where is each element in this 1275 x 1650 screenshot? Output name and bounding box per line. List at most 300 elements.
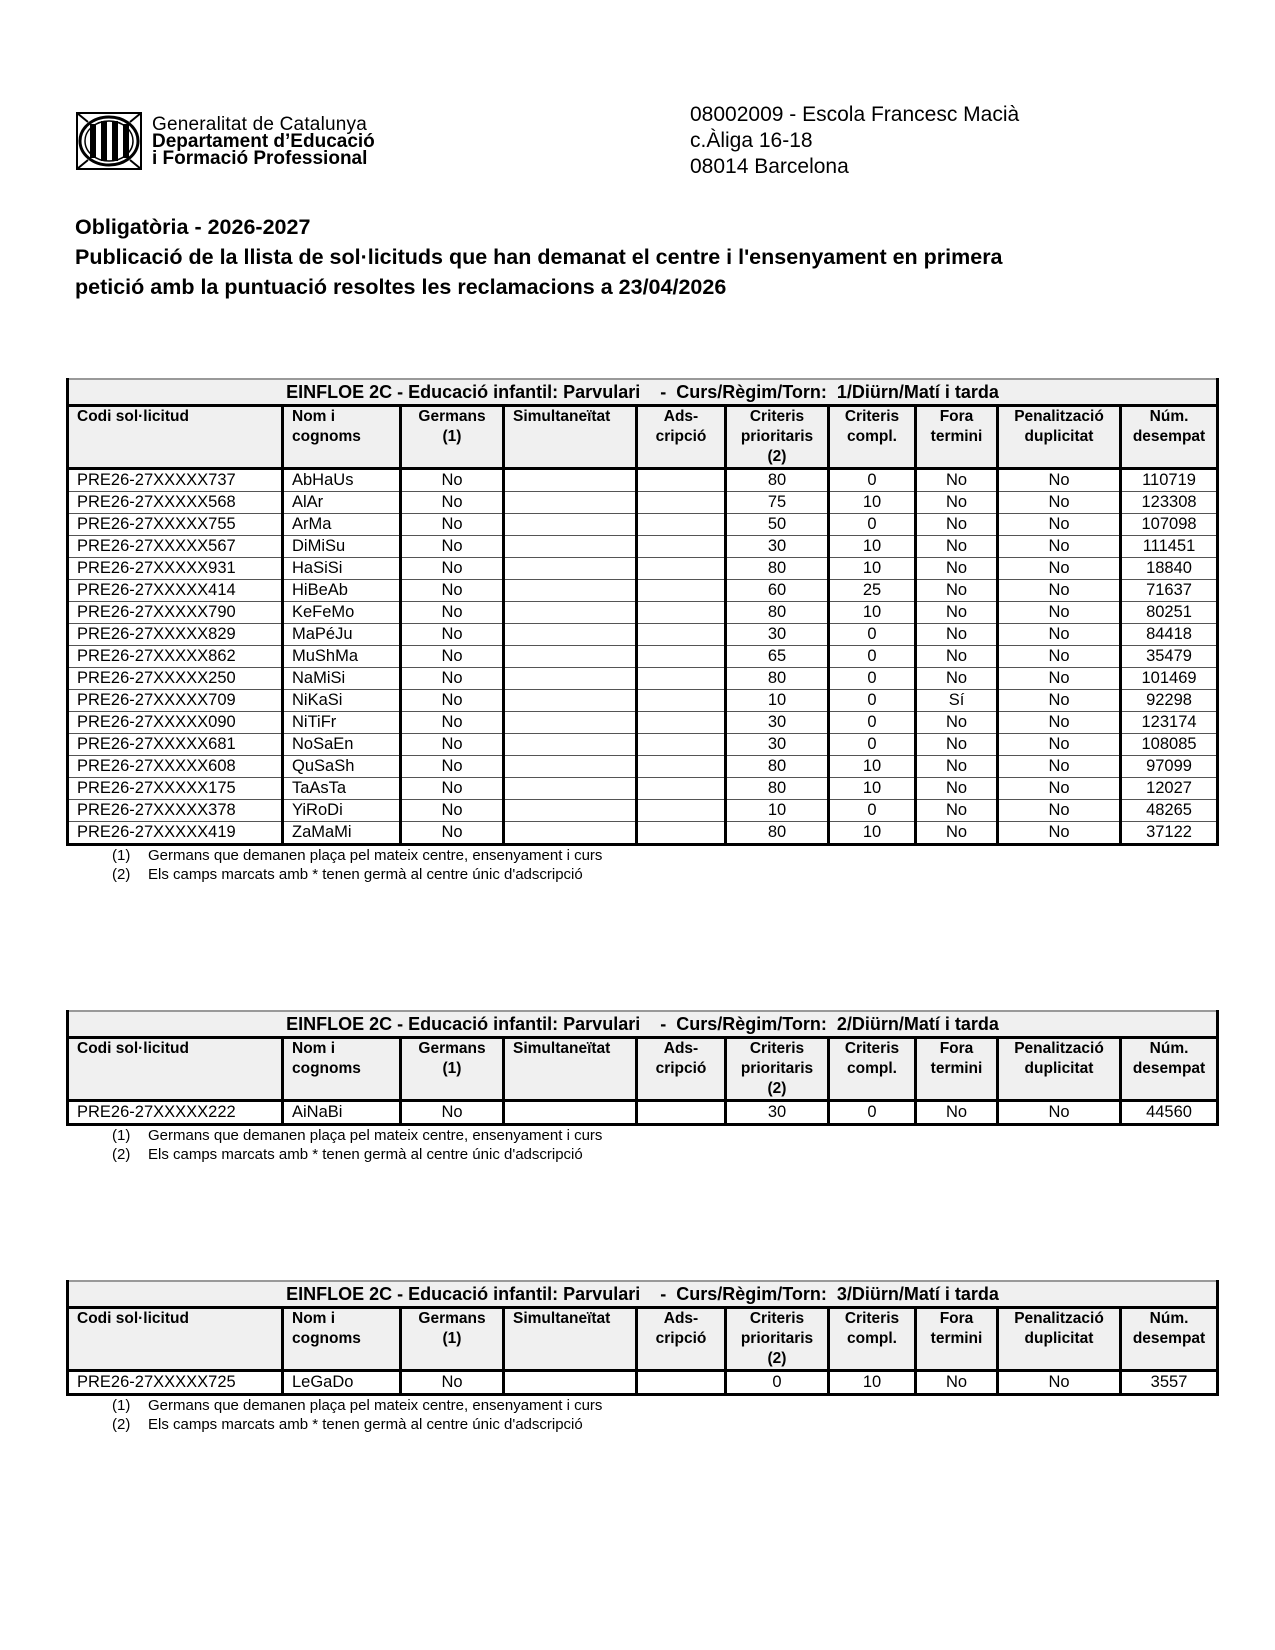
- cell-request-code: PRE26-27XXXXX419: [68, 822, 283, 845]
- column-header-adscription: [637, 406, 726, 469]
- cell-duplicate-penalty: No: [998, 602, 1121, 624]
- cell-late-submission: No: [916, 734, 998, 756]
- column-header-text: Codi sol·licitud: [77, 1310, 189, 1327]
- cell-late-submission: No: [916, 536, 998, 558]
- footnote-number: (1): [112, 1397, 131, 1414]
- column-header-duplicate-penalty: [998, 406, 1121, 469]
- column-header-text: (2): [767, 448, 787, 465]
- cell-priority-criteria: 65: [726, 646, 829, 668]
- column-header-text: desempat: [1132, 1060, 1206, 1077]
- column-header-simultaneity: [504, 406, 637, 469]
- table-row: [68, 492, 1218, 514]
- footnote: [112, 1145, 1216, 1164]
- column-header-text: Núm.: [1149, 1310, 1189, 1327]
- cell-priority-criteria: 30: [726, 1101, 829, 1125]
- cell-simultaneity: [504, 536, 637, 558]
- cell-simultaneity: [504, 580, 637, 602]
- applications-table: [66, 1010, 1219, 1126]
- cell-adscription: [637, 624, 726, 646]
- column-header-name: [283, 1038, 401, 1101]
- cell-siblings: No: [401, 668, 504, 690]
- cell-priority-criteria: 60: [726, 580, 829, 602]
- cell-simultaneity: [504, 492, 637, 514]
- cell-duplicate-penalty: No: [998, 558, 1121, 580]
- cell-request-code: PRE26-27XXXXX568: [68, 492, 283, 514]
- column-header-tiebreak-number: [1121, 406, 1218, 469]
- cell-priority-criteria: 80: [726, 602, 829, 624]
- cell-name: NiTiFr: [283, 712, 401, 734]
- table-footnotes: [112, 1126, 1216, 1164]
- logo-department-text: Departament d’Educació: [152, 130, 375, 152]
- cell-siblings: No: [401, 756, 504, 778]
- cell-complementary-criteria: 10: [829, 492, 916, 514]
- cell-siblings: No: [401, 514, 504, 536]
- cell-name: HaSiSi: [283, 558, 401, 580]
- column-header-text: (1): [442, 428, 462, 445]
- table-row: [68, 690, 1218, 712]
- school-city: 08014 Barcelona: [690, 155, 849, 178]
- cell-simultaneity: [504, 822, 637, 845]
- cell-tiebreak-number: 110719: [1121, 469, 1218, 492]
- cell-siblings: No: [401, 1101, 504, 1125]
- column-header-text: Criteris: [844, 1040, 900, 1057]
- cell-priority-criteria: 80: [726, 469, 829, 492]
- cell-request-code: PRE26-27XXXXX737: [68, 469, 283, 492]
- cell-simultaneity: [504, 778, 637, 800]
- cell-name: AbHaUs: [283, 469, 401, 492]
- footnote-text: Els camps marcats amb * tenen germà al centre únic d'adscripció: [148, 1416, 583, 1433]
- cell-late-submission: No: [916, 469, 998, 492]
- cell-priority-criteria: 30: [726, 536, 829, 558]
- cell-name: ZaMaMi: [283, 822, 401, 845]
- column-header-text: Simultaneïtat: [513, 1040, 611, 1057]
- cell-tiebreak-number: 123174: [1121, 712, 1218, 734]
- cell-name: AiNaBi: [283, 1101, 401, 1125]
- table-row: [68, 646, 1218, 668]
- cell-complementary-criteria: 0: [829, 734, 916, 756]
- cell-name: NoSaEn: [283, 734, 401, 756]
- cell-siblings: No: [401, 646, 504, 668]
- cell-request-code: PRE26-27XXXXX709: [68, 690, 283, 712]
- footnote: [112, 1396, 1216, 1415]
- cell-request-code: PRE26-27XXXXX090: [68, 712, 283, 734]
- table-caption: EINFLOE 2C - Educació infantil: Parvulari - Curs/Règim/Torn: 3/Diürn/Matí i tarda: [68, 1281, 1218, 1308]
- table-row: [68, 1371, 1218, 1395]
- column-header-request-code: [68, 406, 283, 469]
- cell-complementary-criteria: 10: [829, 1371, 916, 1395]
- cell-duplicate-penalty: No: [998, 646, 1121, 668]
- cell-tiebreak-number: 71637: [1121, 580, 1218, 602]
- school-street: c.Àliga 16-18: [690, 129, 813, 152]
- column-header-name: [283, 406, 401, 469]
- column-header-text: Ads-: [663, 1310, 699, 1327]
- column-header-text: Penalització: [1014, 408, 1104, 425]
- cell-name: NiKaSi: [283, 690, 401, 712]
- footnote: [112, 846, 1216, 865]
- cell-request-code: PRE26-27XXXXX725: [68, 1371, 283, 1395]
- cell-adscription: [637, 690, 726, 712]
- cell-tiebreak-number: 97099: [1121, 756, 1218, 778]
- cell-adscription: [637, 580, 726, 602]
- cell-priority-criteria: 80: [726, 668, 829, 690]
- cell-simultaneity: [504, 1371, 637, 1395]
- table-footnotes: [112, 1396, 1216, 1434]
- column-header-text: Fora: [939, 408, 974, 425]
- cell-priority-criteria: 80: [726, 756, 829, 778]
- cell-siblings: No: [401, 602, 504, 624]
- column-header-text: Nom i: [292, 408, 336, 425]
- school-name: 08002009 - Escola Francesc Macià: [690, 103, 1020, 126]
- cell-late-submission: No: [916, 624, 998, 646]
- cell-duplicate-penalty: No: [998, 1101, 1121, 1125]
- table-row: [68, 668, 1218, 690]
- cell-complementary-criteria: 10: [829, 756, 916, 778]
- cell-duplicate-penalty: No: [998, 1371, 1121, 1395]
- column-header-text: (1): [442, 1330, 462, 1347]
- cell-request-code: PRE26-27XXXXX829: [68, 624, 283, 646]
- column-header-text: (2): [767, 1350, 787, 1367]
- table-row: [68, 624, 1218, 646]
- logo-department-text-2: i Formació Professional: [152, 147, 368, 169]
- cell-late-submission: No: [916, 712, 998, 734]
- cell-complementary-criteria: 0: [829, 624, 916, 646]
- cell-priority-criteria: 0: [726, 1371, 829, 1395]
- title-description: Publicació de la llista de sol·licituds que han demanat el centre i l'ensenyament en primera: [75, 245, 1003, 269]
- cell-name: QuSaSh: [283, 756, 401, 778]
- cell-duplicate-penalty: No: [998, 690, 1121, 712]
- cell-name: NaMiSi: [283, 668, 401, 690]
- cell-duplicate-penalty: No: [998, 756, 1121, 778]
- cell-tiebreak-number: 12027: [1121, 778, 1218, 800]
- column-header-siblings: [401, 406, 504, 469]
- column-header-siblings: [401, 1038, 504, 1101]
- cell-siblings: No: [401, 778, 504, 800]
- cell-complementary-criteria: 10: [829, 558, 916, 580]
- cell-name: DiMiSu: [283, 536, 401, 558]
- cell-duplicate-penalty: No: [998, 668, 1121, 690]
- cell-late-submission: No: [916, 646, 998, 668]
- column-header-text: cognoms: [292, 428, 361, 445]
- cell-name: LeGaDo: [283, 1371, 401, 1395]
- column-header-text: compl.: [847, 428, 897, 445]
- cell-adscription: [637, 712, 726, 734]
- column-header-text: compl.: [847, 1060, 897, 1077]
- cell-request-code: PRE26-27XXXXX862: [68, 646, 283, 668]
- cell-tiebreak-number: 107098: [1121, 514, 1218, 536]
- column-header-adscription: [637, 1038, 726, 1101]
- column-header-text: Criteris: [749, 408, 805, 425]
- cell-request-code: PRE26-27XXXXX790: [68, 602, 283, 624]
- applications-table: [66, 1280, 1219, 1396]
- cell-complementary-criteria: 10: [829, 778, 916, 800]
- column-header-text: (1): [442, 1060, 462, 1077]
- document-title: [75, 212, 1003, 302]
- column-header-priority-criteria: [726, 406, 829, 469]
- column-header-text: Nom i: [292, 1040, 336, 1057]
- cell-adscription: [637, 778, 726, 800]
- cell-complementary-criteria: 0: [829, 690, 916, 712]
- title-description-2: petició amb la puntuació resoltes les reclamacions a 23/04/2026: [75, 275, 727, 299]
- cell-tiebreak-number: 3557: [1121, 1371, 1218, 1395]
- column-header-complementary-criteria: [829, 406, 916, 469]
- cell-request-code: PRE26-27XXXXX567: [68, 536, 283, 558]
- cell-late-submission: No: [916, 580, 998, 602]
- table-row: [68, 469, 1218, 492]
- cell-complementary-criteria: 10: [829, 536, 916, 558]
- cell-priority-criteria: 80: [726, 822, 829, 845]
- cell-late-submission: No: [916, 602, 998, 624]
- cell-request-code: PRE26-27XXXXX608: [68, 756, 283, 778]
- cell-request-code: PRE26-27XXXXX755: [68, 514, 283, 536]
- cell-siblings: No: [401, 822, 504, 845]
- table-row: [68, 800, 1218, 822]
- cell-simultaneity: [504, 602, 637, 624]
- cell-simultaneity: [504, 558, 637, 580]
- cell-complementary-criteria: 0: [829, 668, 916, 690]
- table-caption: EINFLOE 2C - Educació infantil: Parvulari - Curs/Règim/Torn: 2/Diürn/Matí i tarda: [68, 1011, 1218, 1038]
- column-header-late-submission: [916, 1038, 998, 1101]
- column-header-priority-criteria: [726, 1308, 829, 1371]
- table-row: [68, 734, 1218, 756]
- column-header-text: cripció: [655, 1060, 707, 1077]
- footnote-text: Els camps marcats amb * tenen germà al centre únic d'adscripció: [148, 1146, 583, 1163]
- cell-late-submission: No: [916, 558, 998, 580]
- footnote-number: (1): [112, 847, 131, 864]
- cell-priority-criteria: 30: [726, 734, 829, 756]
- cell-siblings: No: [401, 690, 504, 712]
- title-level: Obligatòria - 2026-2027: [75, 215, 311, 239]
- applications-table: [66, 378, 1219, 846]
- column-header-request-code: [68, 1038, 283, 1101]
- cell-request-code: PRE26-27XXXXX175: [68, 778, 283, 800]
- column-header-text: compl.: [847, 1330, 897, 1347]
- column-header-text: cognoms: [292, 1330, 361, 1347]
- cell-siblings: No: [401, 558, 504, 580]
- cell-name: TaAsTa: [283, 778, 401, 800]
- footnote: [112, 1126, 1216, 1145]
- cell-adscription: [637, 822, 726, 845]
- cell-request-code: PRE26-27XXXXX931: [68, 558, 283, 580]
- cell-late-submission: No: [916, 1101, 998, 1125]
- cell-siblings: No: [401, 624, 504, 646]
- footnote-number: (2): [112, 866, 131, 883]
- column-header-text: Ads-: [663, 1040, 699, 1057]
- cell-priority-criteria: 80: [726, 778, 829, 800]
- cell-simultaneity: [504, 514, 637, 536]
- cell-priority-criteria: 50: [726, 514, 829, 536]
- cell-priority-criteria: 10: [726, 800, 829, 822]
- column-header-text: termini: [930, 1060, 983, 1077]
- column-header-text: Simultaneïtat: [513, 408, 611, 425]
- column-header-text: Penalització: [1014, 1310, 1104, 1327]
- column-header-text: duplicitat: [1024, 1060, 1094, 1077]
- table-row: [68, 756, 1218, 778]
- column-header-complementary-criteria: [829, 1038, 916, 1101]
- cell-duplicate-penalty: No: [998, 734, 1121, 756]
- cell-simultaneity: [504, 1101, 637, 1125]
- cell-adscription: [637, 734, 726, 756]
- column-header-text: duplicitat: [1024, 1330, 1094, 1347]
- school-address: [690, 102, 1019, 180]
- cell-siblings: No: [401, 734, 504, 756]
- column-header-text: duplicitat: [1024, 428, 1094, 445]
- generalitat-emblem-icon: [76, 112, 142, 170]
- cell-late-submission: No: [916, 492, 998, 514]
- column-header-text: Fora: [939, 1310, 974, 1327]
- cell-tiebreak-number: 111451: [1121, 536, 1218, 558]
- cell-duplicate-penalty: No: [998, 514, 1121, 536]
- cell-duplicate-penalty: No: [998, 624, 1121, 646]
- cell-simultaneity: [504, 756, 637, 778]
- column-header-complementary-criteria: [829, 1308, 916, 1371]
- cell-adscription: [637, 1371, 726, 1395]
- cell-priority-criteria: 10: [726, 690, 829, 712]
- cell-simultaneity: [504, 624, 637, 646]
- column-header-request-code: [68, 1308, 283, 1371]
- cell-adscription: [637, 668, 726, 690]
- footnote-number: (2): [112, 1146, 131, 1163]
- column-header-duplicate-penalty: [998, 1308, 1121, 1371]
- column-header-text: Germans: [418, 1310, 486, 1327]
- cell-siblings: No: [401, 469, 504, 492]
- column-header-text: termini: [930, 428, 983, 445]
- cell-priority-criteria: 30: [726, 712, 829, 734]
- cell-adscription: [637, 800, 726, 822]
- cell-tiebreak-number: 92298: [1121, 690, 1218, 712]
- cell-simultaneity: [504, 734, 637, 756]
- column-header-text: Penalització: [1014, 1040, 1104, 1057]
- column-header-late-submission: [916, 406, 998, 469]
- column-header-simultaneity: [504, 1308, 637, 1371]
- column-header-text: Germans: [418, 408, 486, 425]
- column-header-text: Fora: [939, 1040, 974, 1057]
- footnote: [112, 865, 1216, 884]
- table-row: [68, 536, 1218, 558]
- cell-late-submission: No: [916, 514, 998, 536]
- generalitat-logo: [76, 112, 375, 170]
- column-header-text: Criteris: [749, 1310, 805, 1327]
- cell-late-submission: No: [916, 800, 998, 822]
- column-header-text: Criteris: [844, 408, 900, 425]
- table-row: [68, 602, 1218, 624]
- table-row: [68, 1101, 1218, 1125]
- cell-adscription: [637, 756, 726, 778]
- column-header-text: Criteris: [844, 1310, 900, 1327]
- cell-tiebreak-number: 80251: [1121, 602, 1218, 624]
- cell-tiebreak-number: 123308: [1121, 492, 1218, 514]
- footnote-text: Germans que demanen plaça pel mateix centre, ensenyament i curs: [148, 847, 603, 864]
- table-footnotes: [112, 846, 1216, 884]
- cell-duplicate-penalty: No: [998, 712, 1121, 734]
- cell-name: HiBeAb: [283, 580, 401, 602]
- column-header-tiebreak-number: [1121, 1038, 1218, 1101]
- cell-simultaneity: [504, 668, 637, 690]
- cell-request-code: PRE26-27XXXXX250: [68, 668, 283, 690]
- column-header-text: prioritaris: [740, 1330, 814, 1347]
- cell-adscription: [637, 536, 726, 558]
- column-header-text: Codi sol·licitud: [77, 1040, 189, 1057]
- cell-complementary-criteria: 0: [829, 712, 916, 734]
- cell-request-code: PRE26-27XXXXX222: [68, 1101, 283, 1125]
- cell-siblings: No: [401, 712, 504, 734]
- column-header-text: Germans: [418, 1040, 486, 1057]
- footnote-text: Germans que demanen plaça pel mateix centre, ensenyament i curs: [148, 1397, 603, 1414]
- footnote-number: (2): [112, 1416, 131, 1433]
- cell-late-submission: No: [916, 668, 998, 690]
- cell-complementary-criteria: 0: [829, 469, 916, 492]
- column-header-text: Codi sol·licitud: [77, 408, 189, 425]
- cell-request-code: PRE26-27XXXXX378: [68, 800, 283, 822]
- cell-complementary-criteria: 10: [829, 822, 916, 845]
- column-header-text: Nom i: [292, 1310, 336, 1327]
- cell-siblings: No: [401, 580, 504, 602]
- column-header-tiebreak-number: [1121, 1308, 1218, 1371]
- footnote: [112, 1415, 1216, 1434]
- cell-simultaneity: [504, 690, 637, 712]
- column-header-text: Núm.: [1149, 1040, 1189, 1057]
- cell-tiebreak-number: 18840: [1121, 558, 1218, 580]
- cell-simultaneity: [504, 469, 637, 492]
- cell-complementary-criteria: 0: [829, 1101, 916, 1125]
- cell-late-submission: No: [916, 822, 998, 845]
- cell-complementary-criteria: 0: [829, 646, 916, 668]
- cell-complementary-criteria: 10: [829, 602, 916, 624]
- cell-late-submission: No: [916, 1371, 998, 1395]
- cell-tiebreak-number: 35479: [1121, 646, 1218, 668]
- cell-tiebreak-number: 84418: [1121, 624, 1218, 646]
- cell-complementary-criteria: 0: [829, 514, 916, 536]
- cell-siblings: No: [401, 1371, 504, 1395]
- cell-duplicate-penalty: No: [998, 778, 1121, 800]
- cell-request-code: PRE26-27XXXXX681: [68, 734, 283, 756]
- cell-tiebreak-number: 37122: [1121, 822, 1218, 845]
- course-2-section: [66, 1010, 1216, 1164]
- column-header-text: cognoms: [292, 1060, 361, 1077]
- column-header-text: desempat: [1132, 428, 1206, 445]
- footnote-number: (1): [112, 1127, 131, 1144]
- column-header-text: prioritaris: [740, 428, 814, 445]
- column-header-siblings: [401, 1308, 504, 1371]
- cell-tiebreak-number: 108085: [1121, 734, 1218, 756]
- table-row: [68, 558, 1218, 580]
- cell-adscription: [637, 469, 726, 492]
- cell-name: YiRoDi: [283, 800, 401, 822]
- course-3-section: [66, 1280, 1216, 1434]
- cell-tiebreak-number: 48265: [1121, 800, 1218, 822]
- logo-generalitat-text: Generalitat de Catalunya: [152, 113, 367, 135]
- cell-complementary-criteria: 0: [829, 800, 916, 822]
- column-header-text: Criteris: [749, 1040, 805, 1057]
- cell-duplicate-penalty: No: [998, 580, 1121, 602]
- cell-late-submission: No: [916, 756, 998, 778]
- cell-simultaneity: [504, 800, 637, 822]
- table-row: [68, 514, 1218, 536]
- cell-duplicate-penalty: No: [998, 469, 1121, 492]
- column-header-simultaneity: [504, 1038, 637, 1101]
- cell-adscription: [637, 492, 726, 514]
- cell-adscription: [637, 514, 726, 536]
- cell-priority-criteria: 30: [726, 624, 829, 646]
- cell-siblings: No: [401, 800, 504, 822]
- column-header-text: Simultaneïtat: [513, 1310, 611, 1327]
- table-caption: EINFLOE 2C - Educació infantil: Parvulari - Curs/Règim/Torn: 1/Diürn/Matí i tarda: [68, 379, 1218, 406]
- cell-tiebreak-number: 44560: [1121, 1101, 1218, 1125]
- cell-duplicate-penalty: No: [998, 492, 1121, 514]
- column-header-text: cripció: [655, 428, 707, 445]
- table-row: [68, 580, 1218, 602]
- table-row: [68, 712, 1218, 734]
- column-header-late-submission: [916, 1308, 998, 1371]
